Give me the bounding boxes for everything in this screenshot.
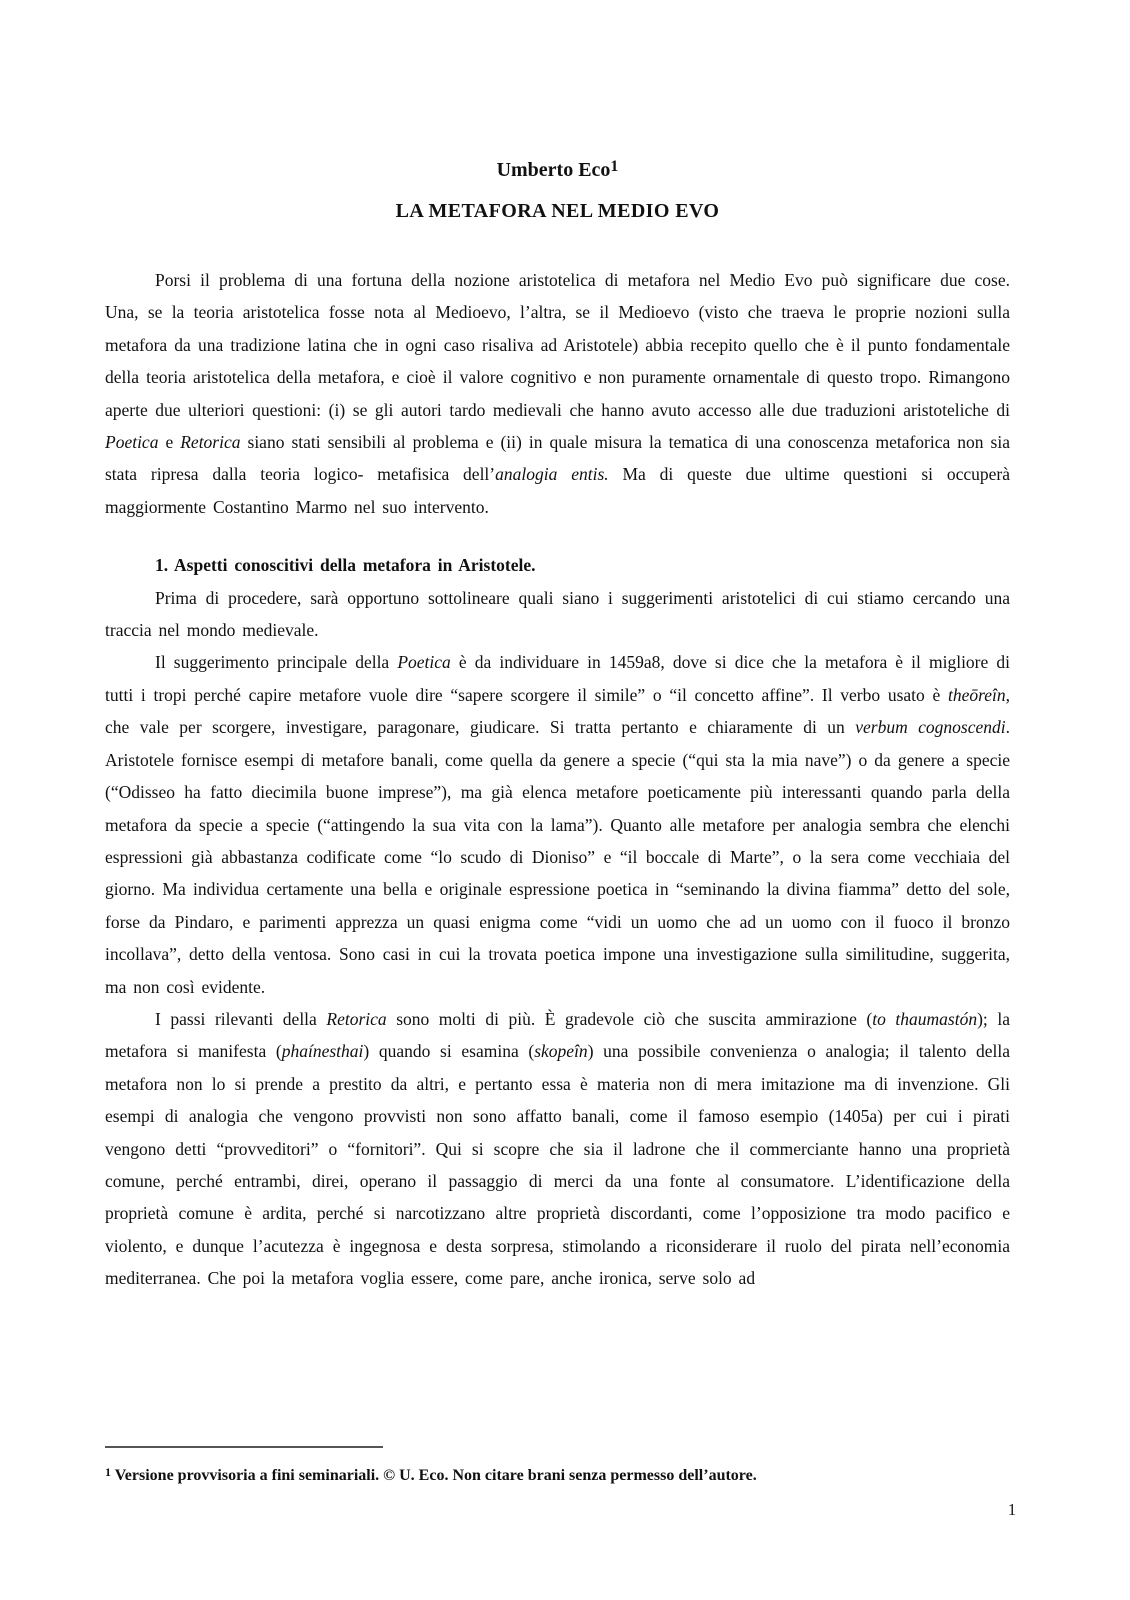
paragraph: Porsi il problema di una fortuna della nozione aristotelica di metafora nel Medio Evo può significare due cose. Una, se la teoria aristotelica fosse nota al Medioevo, l’altra, se il Medioevo (visto che traeva le proprie nozioni sulla metafora da una tradizione latina che in ogni caso risaliva ad Aristotele) abbia recepito quello che è il punto fondamentale della teoria aristotelica della metafora, e cioè il valore cognitivo e non puramente ornamentale di questo tropo. Rimangono aperte due ulteriori questioni: (i) se gli autori tardo medievali che hanno avuto accesso alle due traduzioni aristoteliche di Poetica e Retorica siano stati sensibili al problema e (ii) in quale misura la tematica di una conoscenza metaforica non sia stata ripresa dalla teoria logico- metafisica dell’analogia entis. Ma di queste due ultime questioni si occuperà maggiormente Costantino Marmo nel suo intervento.	[105, 270, 1010, 517]
footnote-block	[105, 1446, 1010, 1487]
footnote-divider	[105, 1446, 383, 1448]
page-number: 1	[1007, 1500, 1017, 1519]
footnote-ref-superscript: 1	[610, 158, 619, 175]
footnote-body: Versione provvisoria a fini seminariali. © U. Eco. Non citare brani senza permesso dell’autore.	[114, 1467, 757, 1484]
paragraphs	[105, 264, 1010, 1295]
paragraph: Prima di procedere, sarà opportuno sottolineare quali siano i suggerimenti aristotelici di cui stiamo cercando una traccia nel mondo medievale.	[105, 587, 1010, 641]
author-name: Umberto Eco	[496, 159, 611, 181]
footnote-text	[105, 1461, 1010, 1487]
section-heading: 1. Aspetti conoscitivi della metafora in Aristotele.	[155, 555, 536, 576]
paragraph: I passi rilevanti della Retorica sono molti di più. È gradevole ciò che suscita ammirazione (to thaumastón); la metafora si manifesta (phaínesthai) quando si esamina (skopeîn) una possibile convenienza o analogia; il talento della metafora non lo si prende a prestito da altri, e pertanto essa è materia non di mera imitazione ma di invenzione. Gli esempi di analogia che vengono provvisti non sono affatto banali, come il famoso esempio (1405a) per cui i pirati vengono detti “provveditori” o “fornitori”. Qui si scopre che sia il ladrone che il commerciante hanno una proprietà comune, perché entrambi, direi, operano il passaggio di merci da una fonte al consumatore. L’identificazione della proprietà comune è ardita, perché si narcotizzano altre proprietà discordanti, come l’opposizione tra modo pacifico e violento, e dunque l’acutezza è ingegnosa e desta sorpresa, stimolando a riconsiderare il ruolo del pirata nell’economia mediterranea. Che poi la metafora voglia essere, come pare, anche ironica, serve solo ad	[105, 1008, 1010, 1289]
title-block	[105, 158, 1010, 223]
footnote-marker: 1	[105, 1465, 111, 1479]
author-line	[105, 158, 1010, 182]
paragraph: Il suggerimento principale della Poetica è da individuare in 1459a8, dove si dice che la metafora è il migliore di tutti i tropi perché capire metafore vuole dire “sapere scorgere il simile” o “il concetto affine”. Il verbo usato è theōreîn, che vale per scorgere, investigare, paragonare, giudicare. Si tratta pertanto e chiaramente di un verbum cognoscendi. Aristotele fornisce esempi di metafore banali, come quella da genere a specie (“qui sta la mia nave”) o da genere a specie (“Odisseo ha fatto diecimila buone imprese”), ma già elenca metafore poeticamente più interessanti quando parla della metafora da specie a specie (“attingendo la sua vita con la lama”). Quanto alle metafore per analogia sembra che elenchi espressioni già abbastanza codificate come “lo scudo di Dioniso” e “il boccale di Marte”, o la sera come vecchiaia del giorno. Ma individua certamente una bella e originale espressione poetica in “seminando la divina fiamma” detto del sole, forse da Pindaro, e parimenti apprezza un quasi enigma come “vidi un uomo che ad un uomo con il fuoco il bronzo incollava”, detto della ventosa. Sono casi in cui la trovata poetica impone una investigazione sulla similitudine, suggerita, ma non così evidente.	[105, 652, 1010, 997]
page-title: LA METAFORA NEL MEDIO EVO	[395, 200, 720, 222]
